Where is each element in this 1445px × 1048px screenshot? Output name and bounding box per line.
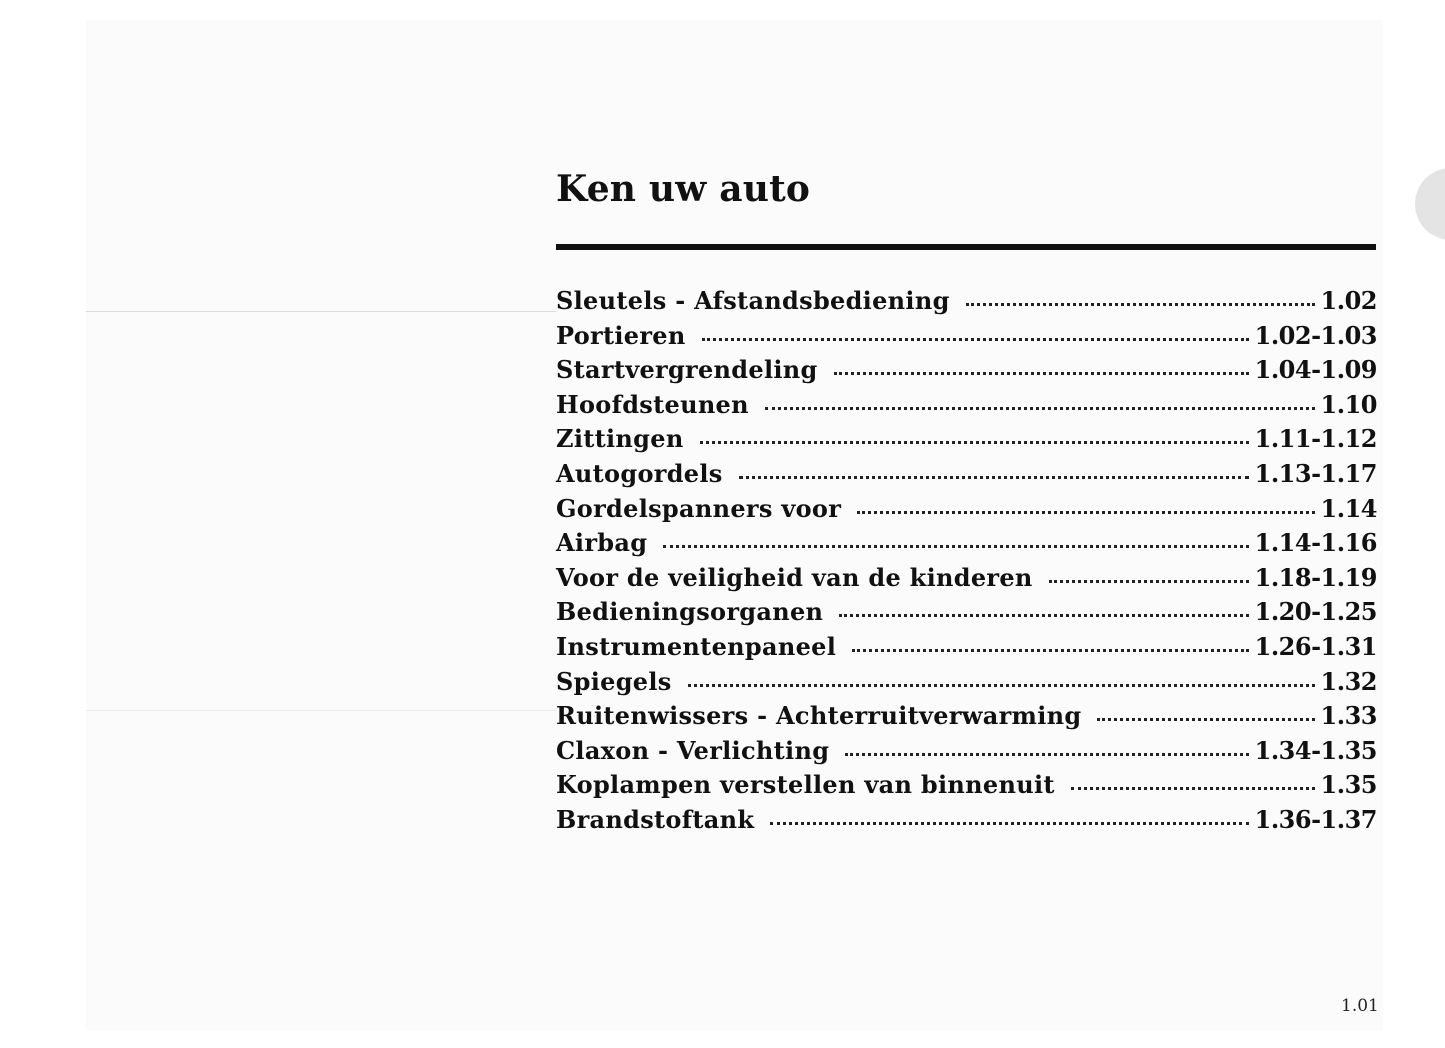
- toc-entry[interactable]: [556, 563, 1377, 598]
- toc-entry[interactable]: [556, 286, 1377, 321]
- toc-entry[interactable]: [556, 321, 1377, 356]
- section-tab-marker: [1415, 168, 1445, 240]
- toc-entry[interactable]: [556, 701, 1377, 736]
- toc-entry-label: Spiegels: [556, 666, 672, 696]
- page-number: 1.01: [1341, 996, 1379, 1016]
- toc-dot-leader: [1071, 787, 1315, 790]
- toc-dot-leader: [700, 441, 1249, 444]
- toc-dot-leader: [663, 545, 1248, 548]
- toc-entry-page: 1.11-1.12: [1254, 424, 1377, 454]
- toc-entry-label: Airbag: [556, 528, 648, 558]
- toc-entry-page: 1.26-1.31: [1254, 631, 1377, 661]
- toc-entry-page: 1.04-1.09: [1254, 355, 1377, 385]
- toc-entry[interactable]: [556, 770, 1377, 805]
- toc-entry-page: 1.02-1.03: [1254, 320, 1377, 350]
- toc-entry-label: Bedieningsorganen: [556, 597, 824, 627]
- toc-entry-page: 1.35: [1320, 770, 1377, 800]
- toc-dot-leader: [834, 372, 1249, 375]
- toc-entry-page: 1.32: [1320, 666, 1377, 696]
- toc-dot-leader: [702, 338, 1249, 341]
- toc-entry-page: 1.14-1.16: [1254, 528, 1377, 558]
- toc-dot-leader: [966, 303, 1315, 306]
- toc-entry-page: 1.14: [1320, 493, 1377, 523]
- toc-entry[interactable]: [556, 528, 1377, 563]
- toc-entry-page: 1.18-1.19: [1254, 562, 1377, 592]
- toc-dot-leader: [1049, 580, 1249, 583]
- table-of-contents: [556, 286, 1377, 840]
- toc-entry-label: Hoofdsteunen: [556, 389, 749, 419]
- toc-entry-label: Instrumentenpaneel: [556, 631, 837, 661]
- toc-entry-label: Ruitenwissers - Achterruitverwarming: [556, 701, 1082, 731]
- toc-dot-leader: [739, 476, 1249, 479]
- scan-artifact-line: [86, 710, 556, 711]
- toc-entry[interactable]: [556, 597, 1377, 632]
- toc-entry-page: 1.20-1.25: [1254, 597, 1377, 627]
- toc-entry-page: 1.13-1.17: [1254, 458, 1377, 488]
- toc-entry-page: 1.34-1.35: [1254, 735, 1377, 765]
- toc-entry[interactable]: [556, 736, 1377, 771]
- toc-dot-leader: [857, 511, 1314, 514]
- toc-entry[interactable]: [556, 805, 1377, 840]
- toc-entry[interactable]: [556, 390, 1377, 425]
- toc-dot-leader: [765, 407, 1315, 410]
- scan-artifact-line: [86, 311, 556, 312]
- toc-entry[interactable]: [556, 424, 1377, 459]
- toc-entry-label: Voor de veiligheid van de kinderen: [556, 562, 1033, 592]
- toc-entry-label: Koplampen verstellen van binnenuit: [556, 770, 1055, 800]
- toc-entry-label: Sleutels - Afstandsbediening: [556, 286, 950, 315]
- toc-entry-label: Portieren: [556, 320, 686, 350]
- toc-entry[interactable]: [556, 632, 1377, 667]
- toc-entry-page: 1.02: [1320, 286, 1377, 315]
- toc-entry-label: Brandstoftank: [556, 804, 755, 834]
- title-rule: [556, 244, 1376, 250]
- toc-entry-label: Zittingen: [556, 424, 684, 454]
- toc-entry-label: Startvergrendeling: [556, 355, 818, 385]
- toc-dot-leader: [688, 684, 1315, 687]
- toc-entry[interactable]: [556, 355, 1377, 390]
- toc-entry-page: 1.10: [1320, 389, 1377, 419]
- toc-dot-leader: [770, 822, 1248, 825]
- toc-entry-label: Autogordels: [556, 458, 723, 488]
- toc-dot-leader: [839, 614, 1248, 617]
- page-title: Ken uw auto: [556, 168, 811, 210]
- toc-entry[interactable]: [556, 667, 1377, 702]
- toc-entry[interactable]: [556, 459, 1377, 494]
- toc-dot-leader: [852, 649, 1249, 652]
- toc-dot-leader: [845, 753, 1248, 756]
- toc-entry-page: 1.36-1.37: [1254, 804, 1377, 834]
- toc-entry-label: Gordelspanners voor: [556, 493, 842, 523]
- toc-entry[interactable]: [556, 494, 1377, 529]
- toc-entry-page: 1.33: [1320, 701, 1377, 731]
- toc-dot-leader: [1097, 718, 1314, 721]
- toc-entry-label: Claxon - Verlichting: [556, 735, 830, 765]
